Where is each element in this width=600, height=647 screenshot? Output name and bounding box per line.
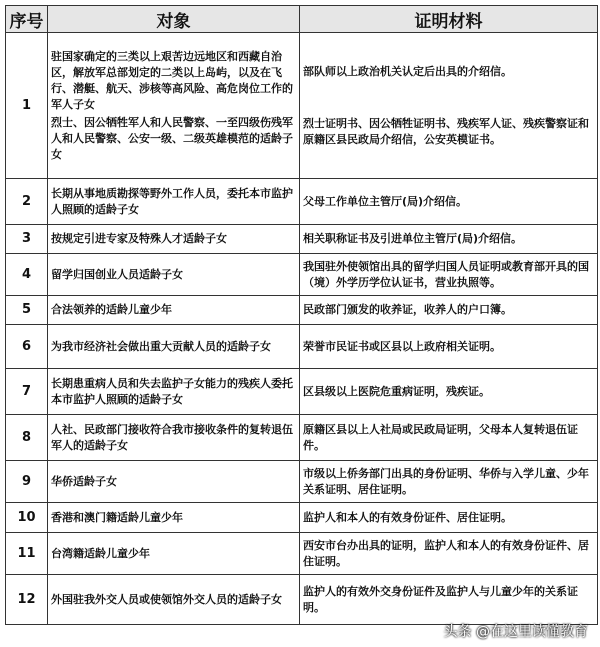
row-no: 9 bbox=[6, 461, 48, 503]
row-proof: 父母工作单位主管厅(局)介绍信。 bbox=[300, 179, 598, 225]
watermark-label: 头条 @在这里读懂教育 bbox=[443, 624, 588, 640]
row-proof: 荣誉市民证书或区县以上政府相关证明。 bbox=[300, 325, 598, 369]
table-row bbox=[6, 461, 598, 503]
row-proof: 监护人和本人的有效身份证件、居住证明。 bbox=[300, 503, 598, 533]
table-row bbox=[6, 254, 598, 296]
row-no: 10 bbox=[6, 503, 48, 533]
row-no: 6 bbox=[6, 325, 48, 369]
row-no: 1 bbox=[6, 33, 48, 179]
row-object: 为我市经济社会做出重大贡献人员的适龄子女 bbox=[48, 325, 300, 369]
row-no: 8 bbox=[6, 415, 48, 461]
row-object-part: 驻国家确定的三类以上艰苦边远地区和西藏自治区，解放军总部划定的二类以上岛屿，以及在飞行、潜艇、航天、涉核等高风险、高危岗位工作的军人子女 bbox=[51, 49, 293, 111]
header-no: 序号 bbox=[6, 6, 48, 33]
row-proof-part: 烈士证明书、因公牺牲证明书、残疾军人证、残疾警察证和原籍区县民政局介绍信，公安英模证书。 bbox=[303, 116, 589, 146]
table-row bbox=[6, 225, 598, 254]
row-object: 留学归国创业人员适龄子女 bbox=[48, 254, 300, 296]
row-proof bbox=[300, 33, 598, 179]
row-object: 按规定引进专家及特殊人才适龄子女 bbox=[48, 225, 300, 254]
row-object: 台湾籍适龄儿童少年 bbox=[48, 533, 300, 575]
table-row bbox=[6, 575, 598, 625]
table-row bbox=[6, 296, 598, 325]
row-proof-part: 部队师以上政治机关认定后出具的介绍信。 bbox=[303, 64, 512, 78]
header-object: 对象 bbox=[48, 6, 300, 33]
table-row bbox=[6, 179, 598, 225]
table-row bbox=[6, 33, 598, 179]
table-row bbox=[6, 369, 598, 415]
table-row bbox=[6, 503, 598, 533]
row-proof: 西安市台办出具的证明，监护人和本人的有效身份证件、居住证明。 bbox=[300, 533, 598, 575]
admission-proof-table bbox=[5, 5, 598, 625]
row-object-part: 烈士、因公牺牲军人和人民警察、一至四级伤残军人和人民警察、公安一级、二级英雄模范的适龄子女 bbox=[51, 115, 293, 161]
table-row bbox=[6, 415, 598, 461]
row-no: 3 bbox=[6, 225, 48, 254]
header-proof: 证明材料 bbox=[300, 6, 598, 33]
row-no: 2 bbox=[6, 179, 48, 225]
row-no: 7 bbox=[6, 369, 48, 415]
row-object: 长期从事地质勘探等野外工作人员，委托本市监护人照顾的适龄子女 bbox=[48, 179, 300, 225]
table-row bbox=[6, 325, 598, 369]
row-no: 12 bbox=[6, 575, 48, 625]
row-no: 5 bbox=[6, 296, 48, 325]
table-row bbox=[6, 533, 598, 575]
row-proof: 市级以上侨务部门出具的身份证明、华侨与入学儿童、少年关系证明、居住证明。 bbox=[300, 461, 598, 503]
row-object: 外国驻我外交人员或使领馆外交人员的适龄子女 bbox=[48, 575, 300, 625]
row-proof: 监护人的有效外交身份证件及监护人与儿童少年的关系证明。 bbox=[300, 575, 598, 625]
row-object: 人社、民政部门接收符合我市接收条件的复转退伍军人的适龄子女 bbox=[48, 415, 300, 461]
row-proof: 相关职称证书及引进单位主管厅(局)介绍信。 bbox=[300, 225, 598, 254]
row-object: 华侨适龄子女 bbox=[48, 461, 300, 503]
row-object bbox=[48, 33, 300, 179]
row-object: 长期患重病人员和失去监护子女能力的残疾人委托本市监护人照顾的适龄子女 bbox=[48, 369, 300, 415]
row-proof: 原籍区县以上人社局或民政局证明，父母本人复转退伍证件。 bbox=[300, 415, 598, 461]
row-object: 香港和澳门籍适龄儿童少年 bbox=[48, 503, 300, 533]
row-proof: 我国驻外使领馆出具的留学归国人员证明或教育部开具的国（境）外学历学位认证书，营业执照等。 bbox=[300, 254, 598, 296]
row-object: 合法领养的适龄儿童少年 bbox=[48, 296, 300, 325]
row-no: 11 bbox=[6, 533, 48, 575]
row-proof: 民政部门颁发的收养证，收养人的户口簿。 bbox=[300, 296, 598, 325]
row-proof: 区县级以上医院危重病证明，残疾证。 bbox=[300, 369, 598, 415]
row-no: 4 bbox=[6, 254, 48, 296]
header-row bbox=[6, 6, 598, 33]
